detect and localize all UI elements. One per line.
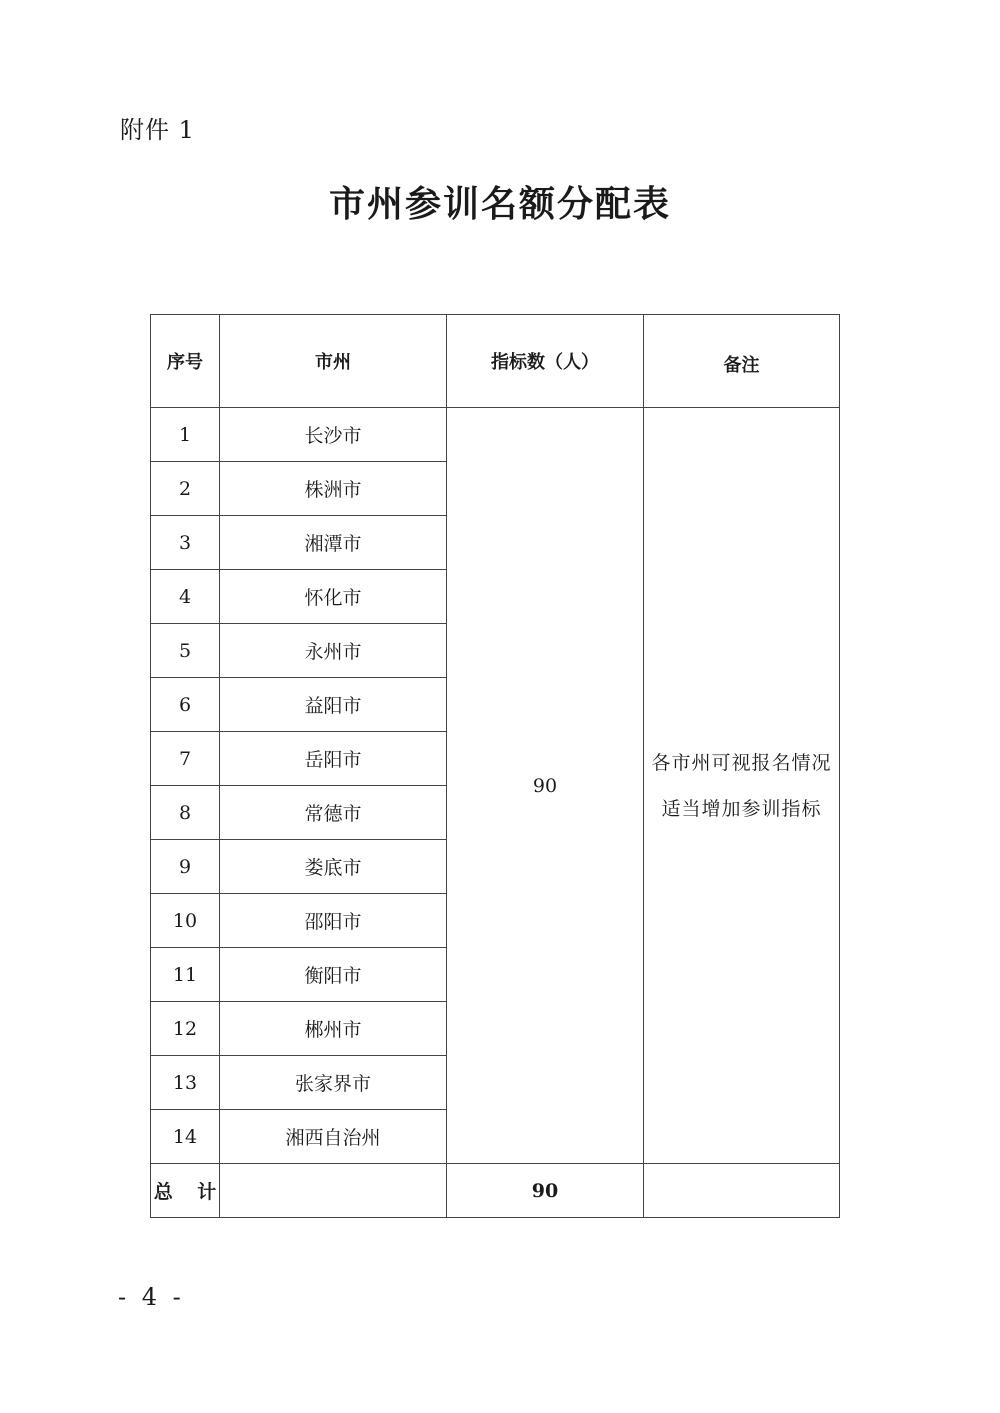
seq-cell: 12 [151,1002,220,1056]
remark-line-1: 各市州可视报名情况 [651,751,832,774]
quota-merged-cell: 90 [447,408,644,1164]
total-city-empty-cell [220,1164,447,1218]
seq-cell: 4 [151,570,220,624]
seq-cell: 14 [151,1110,220,1164]
total-quota-cell: 90 [447,1164,644,1218]
city-cell: 岳阳市 [220,732,447,786]
seq-cell: 13 [151,1056,220,1110]
page-number: - 4 - [118,1283,185,1311]
city-cell: 娄底市 [220,840,447,894]
total-row [151,1164,840,1218]
seq-cell: 9 [151,840,220,894]
seq-cell: 7 [151,732,220,786]
seq-cell: 8 [151,786,220,840]
total-label: 总 计 [151,1164,220,1218]
city-cell: 常德市 [220,786,447,840]
seq-cell: 6 [151,678,220,732]
table-header-row [151,315,840,408]
seq-cell: 3 [151,516,220,570]
total-remark-empty-cell [644,1164,840,1218]
attachment-label: 附件 1 [120,116,195,144]
allocation-table [150,314,840,1218]
city-cell: 衡阳市 [220,948,447,1002]
header-remark: 备注 [644,315,840,408]
city-cell: 长沙市 [220,408,447,462]
seq-cell: 11 [151,948,220,1002]
remark-line-2: 适当增加参训指标 [661,797,822,820]
header-quota: 指标数（人） [447,315,644,408]
remark-merged-cell [644,408,840,1164]
seq-cell: 5 [151,624,220,678]
city-cell: 郴州市 [220,1002,447,1056]
city-cell: 湘潭市 [220,516,447,570]
city-cell: 张家界市 [220,1056,447,1110]
document-title: 市州参训名额分配表 [328,184,671,225]
city-cell: 永州市 [220,624,447,678]
city-cell: 邵阳市 [220,894,447,948]
table-row [151,408,840,462]
header-city: 市州 [220,315,447,408]
header-seq: 序号 [151,315,220,408]
city-cell: 湘西自治州 [220,1110,447,1164]
seq-cell: 1 [151,408,220,462]
seq-cell: 10 [151,894,220,948]
city-cell: 株洲市 [220,462,447,516]
seq-cell: 2 [151,462,220,516]
city-cell: 怀化市 [220,570,447,624]
city-cell: 益阳市 [220,678,447,732]
